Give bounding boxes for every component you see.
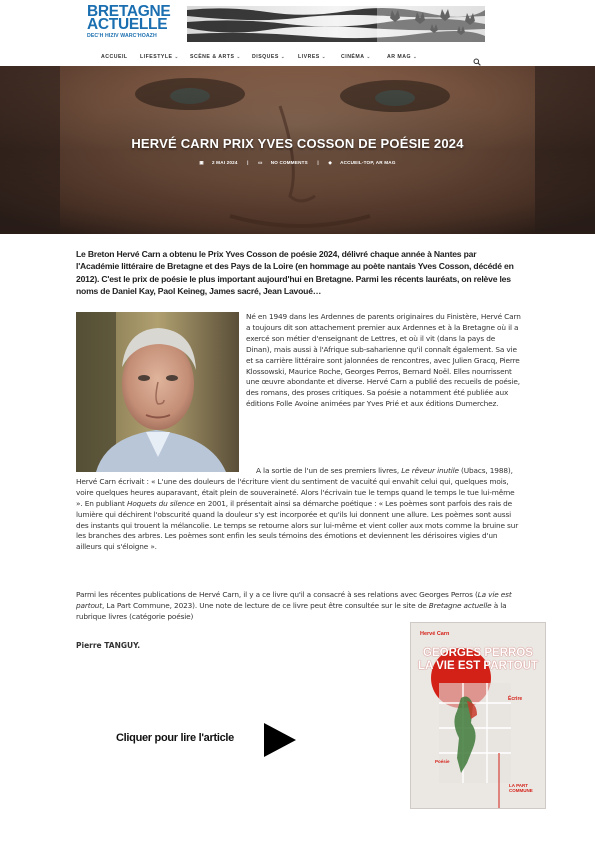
nav-item-disques[interactable]: DISQUES ⌄ xyxy=(252,54,286,60)
play-arrow-icon[interactable] xyxy=(263,722,297,763)
logo-line1: BRETAGNE xyxy=(87,3,171,20)
article-date: 2 MAI 2024 xyxy=(211,160,238,165)
chevron-down-icon: ⌄ xyxy=(236,54,241,59)
author-photo xyxy=(76,312,239,472)
article-paragraph-2: A la sortie de l'un de ses premiers livres, Le rêveur inutile (Ubacs, 1988), Hervé Carn écrivait : « L'une des douleurs de l'écriture vient du sentiment de vacuité qui envahit celui qui, quelques mois, voire quelques heures auparavant, était plein de souveraineté. Alors l'écrivain tue le temps quand le temps le tue lui-même ». En publiant Hoquets du silence en 2001, il présentait ainsi sa démarche poétique : « Les poèmes sont parfois des rais de lumière qui déchirent l'obscurité quand la douleur s'y est incorporée et qu'ils lui donnent une allure. Les poèmes sont aussi des instants qui trouent la mélancolie. Le temps se retourne alors sur lui-même et vient coller aux mots comme la bruine sur les branches des arbres. Les poèmes sont enfin les seuls témoins des émotions et deviennent les dérisoires vigies d'un ailleurs qui s'éloigne ». xyxy=(76,466,519,552)
book-cover[interactable] xyxy=(410,622,546,809)
logo-tagline: DEC'H HIZIV WARC'HOAZH xyxy=(87,33,157,39)
separator: | xyxy=(247,160,249,165)
nav-item-accueil[interactable]: ACCUEIL xyxy=(101,54,128,60)
book-title-line1: GEORGES PERROS xyxy=(423,647,533,659)
article-paragraph-1: Né en 1949 dans les Ardennes de parents originaires du Finistère, Hervé Carn a toujours dit son attachement premier aux Ardennes et à la Bretagne où il a exercé son métier d'enseignant de Lettres, et où il vit (dans la pays de Dinan), mais aussi à l'Afrique sub-saharienne qu'il connaît également. Sa vie et sa carrière littéraire sont jalonnées de rencontres, avec Julien Gracq, Pierre Klossowski, Maurice Roche, Georges Perros, Bernard Noël. Elles nourrissent une œuvre abondante et diverse. Hervé Carn a publié des recueils de poésie, des romans, des proses critiques. Sa poésie a notamment été publiée aux éditions Folle Avoine animées par Yves Prié et aux éditions Dumerchez. xyxy=(246,312,521,409)
nav-item-scene-arts[interactable]: SCÈNE & ARTS ⌄ xyxy=(190,54,241,60)
read-article-link[interactable]: Cliquer pour lire l'article xyxy=(116,732,234,744)
comment-icon: ▭ xyxy=(258,160,263,165)
book-label-poesie: Poésie xyxy=(435,759,450,764)
article-intro: Le Breton Hervé Carn a obtenu le Prix Yves Cosson de poésie 2024, délivré chaque année à Nantes par l'Académie littéraire de Bretagne et des Pays de la Loire (en hommage au poète nantais Yves Cosson, décédé en 2012). C'est le prix de poésie le plus important aujourd'hui en Bretagne. Parmi les récents lauréats, on relève les noms de Daniel Kay, Paol Keineg, James sacré, Jean Lavoué… xyxy=(76,249,514,297)
nav-item-lifestyle[interactable]: LIFESTYLE ⌄ xyxy=(140,54,179,60)
article-title: HERVÉ CARN PRIX YVES COSSON DE POÉSIE 2024 xyxy=(131,136,464,151)
nav-item-cinema[interactable]: CINÉMA ⌄ xyxy=(341,54,371,60)
book-label-ecrire: Écrire xyxy=(508,696,523,702)
main-nav xyxy=(0,50,595,66)
article-paragraph-3: Parmi les récentes publications de Hervé Carn, il y a ce livre qu'il a consacré à ses relations avec Georges Perros (La vie est partout, La Part Commune, 2023). Une note de lecture de ce livre peut être consultée sur le site de Bretagne actuelle à la rubrique livres (catégorie poésie) xyxy=(76,590,512,621)
chevron-down-icon: ⌄ xyxy=(366,54,371,59)
header-banner-flag xyxy=(187,6,485,42)
book-publisher: LA PART COMMUNE xyxy=(509,783,533,793)
categories-link[interactable]: ACCUEIL-TOP, AR MAG xyxy=(340,160,396,165)
chevron-down-icon: ⌄ xyxy=(413,54,418,59)
separator: | xyxy=(317,160,319,165)
article-signature: Pierre TANGUY. xyxy=(76,641,141,650)
comments-link[interactable]: NO COMMENTS xyxy=(270,160,308,165)
calendar-icon: ▣ xyxy=(199,160,204,165)
chevron-down-icon: ⌄ xyxy=(321,54,327,59)
article-meta xyxy=(0,160,595,166)
logo-line2: ACTUELLE xyxy=(87,16,168,33)
chevron-down-icon: ⌄ xyxy=(280,54,286,59)
search-icon[interactable] xyxy=(473,53,481,61)
chevron-down-icon: ⌄ xyxy=(174,54,179,59)
site-logo[interactable] xyxy=(87,5,179,37)
nav-item-ar-mag[interactable]: AR MAG ⌄ xyxy=(387,54,418,60)
hero-image xyxy=(0,66,595,234)
book-title-line2: LA VIE EST PARTOUT xyxy=(418,660,538,672)
nav-item-livres[interactable]: LIVRES ⌄ xyxy=(298,54,327,60)
book-author: Hervé Carn xyxy=(420,631,450,637)
tag-icon: ◆ xyxy=(328,160,333,165)
